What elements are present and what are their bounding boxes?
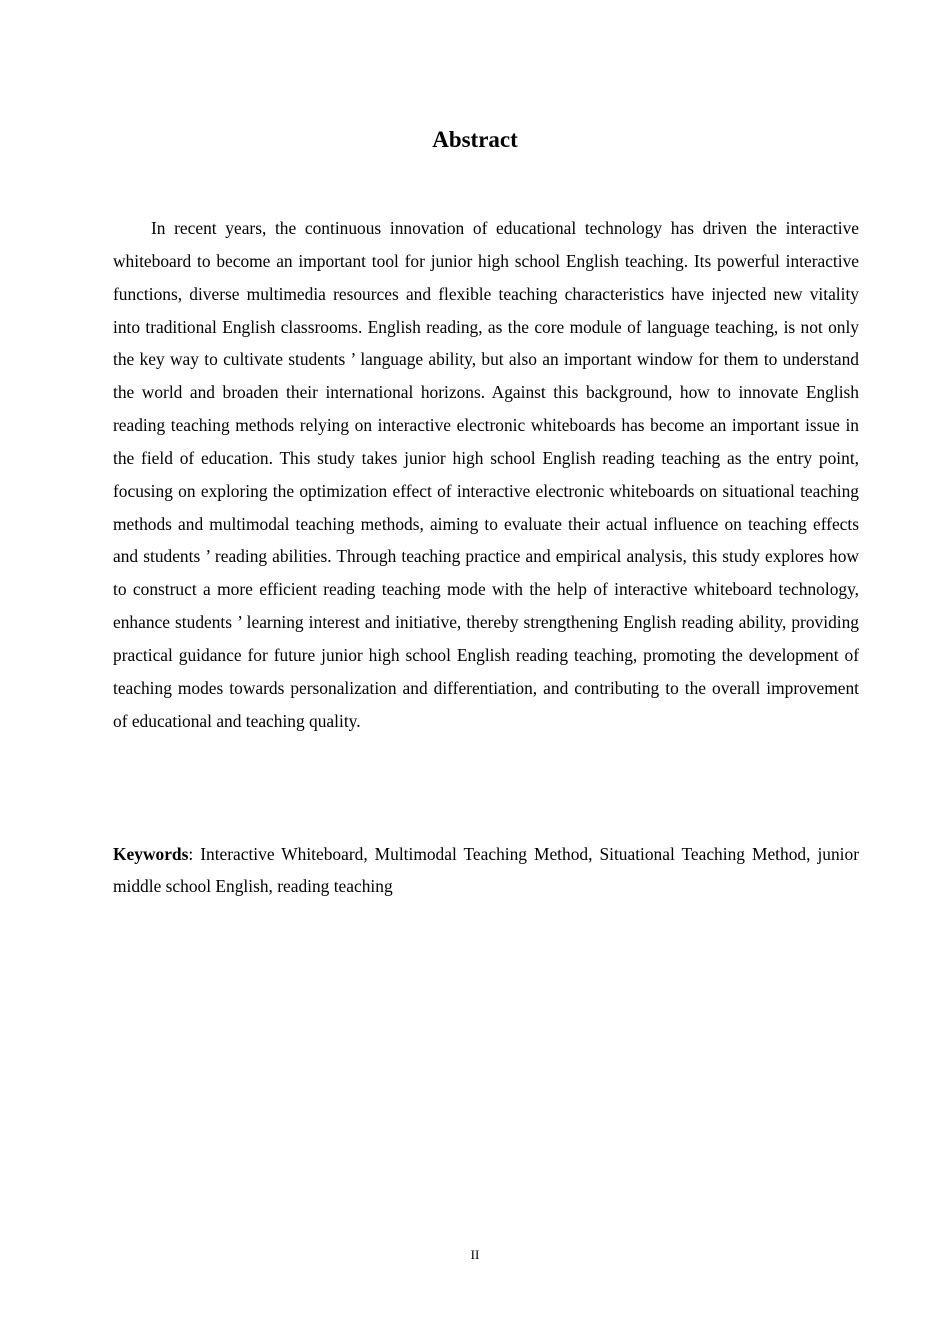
keywords-separator: : (188, 844, 201, 864)
keywords-list: Interactive Whiteboard, Multimodal Teaching Method, Situational Teaching Method, junior middle school English, reading teaching (113, 844, 859, 896)
keywords-section (113, 838, 859, 902)
keywords-label: Keywords (113, 844, 189, 864)
page-title: Abstract (432, 127, 518, 152)
abstract-paragraph: In recent years, the continuous innovation of educational technology has driven the interactive whiteboard to become an important tool for junior high school English teaching. Its powerful interactive functions, diverse multimedia resources and flexible teaching characteristics have injected new vitality into traditional English classrooms. English reading, as the core module of language teaching, is not only the key way to cultivate students ’ language ability, but also an important window for them to understand the world and broaden their international horizons. Against this background, how to innovate English reading teaching methods relying on interactive electronic whiteboards has become an important issue in the field of education. This study takes junior high school English reading teaching as the entry point, focusing on exploring the optimization effect of interactive electronic whiteboards on situational teaching methods and multimodal teaching methods, aiming to evaluate their actual influence on teaching effects and students ’ reading abilities. Through teaching practice and empirical analysis, this study explores how to construct a more efficient reading teaching mode with the help of interactive whiteboard technology, enhance students ’ learning interest and initiative, thereby strengthening English reading ability, providing practical guidance for future junior high school English reading teaching, promoting the development of teaching modes towards personalization and differentiation, and contributing to the overall improvement of educational and teaching quality. (113, 218, 859, 731)
page-number: II (470, 1247, 480, 1262)
